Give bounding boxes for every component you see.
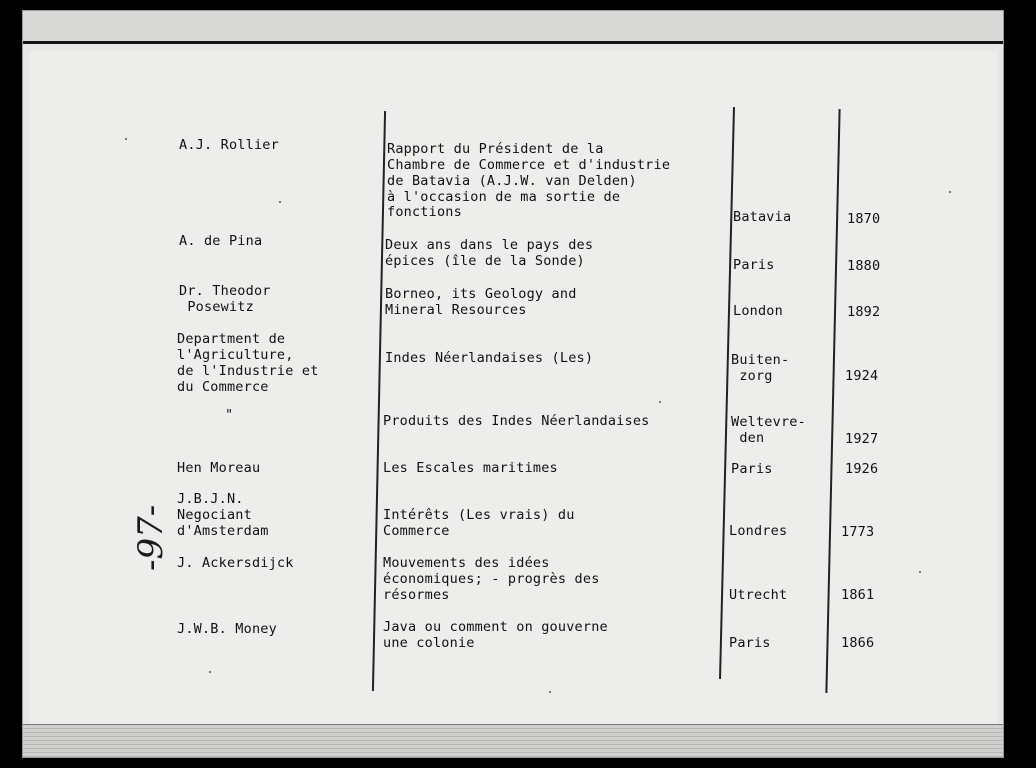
year-cell: 1927	[845, 431, 879, 447]
title-cell: Deux ans dans le pays des	[385, 237, 594, 253]
speck	[209, 671, 211, 673]
author-cell: Posewitz	[179, 299, 254, 315]
title-cell: Commerce	[383, 523, 450, 539]
sheet-bottom-edge	[23, 724, 1003, 757]
title-cell: Mineral Resources	[385, 302, 527, 318]
title-cell: épices (île de la Sonde)	[385, 253, 585, 269]
year-cell: 1870	[847, 211, 881, 227]
author-cell: Dr. Theodor	[179, 283, 271, 299]
author-cell: du Commerce	[177, 379, 269, 395]
column-rule-1	[372, 111, 386, 691]
title-cell: Borneo, its Geology and	[385, 286, 577, 302]
handwritten-page-number: -97-	[131, 504, 171, 571]
title-cell: Indes Néerlandaises (Les)	[385, 350, 594, 366]
title-cell: de Batavia (A.J.W. van Delden)	[387, 173, 637, 189]
title-cell: à l'occasion de ma sortie de	[387, 189, 621, 205]
author-cell: J.W.B. Money	[177, 621, 277, 637]
year-cell: 1866	[841, 635, 875, 651]
author-cell: de l'Industrie et	[177, 363, 319, 379]
author-cell: "	[225, 407, 234, 423]
bibliography-page	[29, 51, 997, 727]
title-cell: Intérêts (Les vrais) du	[383, 507, 575, 523]
place-cell: Weltevre-	[731, 414, 806, 430]
year-cell: 1926	[845, 461, 879, 477]
year-cell: 1861	[841, 587, 875, 603]
author-cell: Department de	[177, 331, 286, 347]
title-cell: économiques; - progrès des	[383, 571, 600, 587]
place-cell: Londres	[729, 523, 788, 539]
title-cell: Mouvements des idées	[383, 555, 550, 571]
place-cell: den	[731, 430, 765, 446]
title-cell: Java ou comment on gouverne	[383, 619, 608, 635]
author-cell: A.J. Rollier	[179, 137, 279, 153]
author-cell: Hen Moreau	[177, 460, 261, 476]
title-cell: Chambre de Commerce et d'industrie	[387, 157, 671, 173]
speck	[659, 401, 661, 403]
author-cell: d'Amsterdam	[177, 523, 269, 539]
place-cell: Paris	[729, 635, 771, 651]
column-rule-3	[825, 109, 840, 693]
speck	[919, 571, 921, 573]
author-cell: l'Agriculture,	[177, 347, 294, 363]
place-cell: London	[733, 303, 783, 319]
author-cell: J. Ackersdijck	[177, 555, 294, 571]
title-cell: fonctions	[387, 204, 462, 220]
title-cell: résormes	[383, 587, 450, 603]
speck	[279, 201, 281, 203]
speck	[125, 138, 127, 140]
title-cell: une colonie	[383, 635, 475, 651]
place-cell: Paris	[731, 461, 773, 477]
place-cell: Utrecht	[729, 587, 788, 603]
year-cell: 1892	[847, 304, 881, 320]
place-cell: Paris	[733, 257, 775, 273]
author-cell: J.B.J.N.	[177, 491, 244, 507]
place-cell: Buiten-	[731, 352, 790, 368]
speck	[949, 191, 951, 193]
year-cell: 1880	[847, 258, 881, 274]
title-cell: Rapport du Président de la	[387, 141, 604, 157]
author-cell: Negociant	[177, 507, 252, 523]
place-cell: Batavia	[733, 209, 792, 225]
year-cell: 1924	[845, 368, 879, 384]
place-cell: zorg	[731, 368, 773, 384]
sheet-top-edge	[23, 11, 1003, 44]
author-cell: A. de Pina	[179, 233, 263, 249]
document-sheet	[22, 10, 1004, 758]
speck	[549, 691, 551, 693]
title-cell: Produits des Indes Néerlandaises	[383, 413, 650, 429]
title-cell: Les Escales maritimes	[383, 460, 558, 476]
year-cell: 1773	[841, 524, 875, 540]
